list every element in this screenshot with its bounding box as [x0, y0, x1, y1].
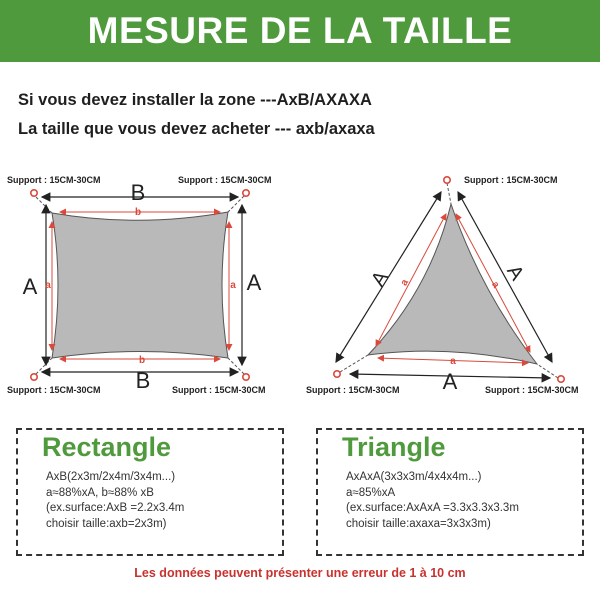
- anchor-point: [334, 371, 340, 377]
- title-banner: [0, 0, 600, 62]
- rectangle-diagram: [7, 175, 272, 395]
- rect-inner-height-right-label: a: [230, 280, 236, 291]
- anchor-point: [243, 190, 249, 196]
- triangle-line-2: a≈85%xA: [346, 486, 396, 499]
- rect-inner-width-bottom-label: b: [138, 355, 146, 366]
- triangle-diagram: [306, 175, 579, 395]
- rectangle-line-3: (ex.surface:AxB =2.2x3.4m: [46, 502, 185, 514]
- anchor-point: [558, 376, 564, 382]
- tri-inner-side-bottom-label: a: [450, 356, 456, 367]
- tri-support-label-top: Support : 15CM-30CM: [464, 175, 558, 185]
- rect-support-label-top-right: Support : 15CM-30CM: [178, 175, 272, 185]
- rect-inner-height-left-label: a: [45, 280, 51, 291]
- rectangle-info-box: [16, 428, 284, 556]
- anchor-point: [243, 374, 249, 380]
- tri-outer-side-bottom-label: A: [442, 369, 458, 394]
- anchor-point: [31, 374, 37, 380]
- rect-outer-width-bottom-label: B: [135, 368, 151, 393]
- triangle-line-1: AxAxA(3x3x3m/4x4x4m...): [346, 471, 482, 483]
- rect-support-label-top-left: Support : 15CM-30CM: [7, 175, 101, 185]
- triangle-shade-sail: [368, 204, 537, 364]
- triangle-line-3: (ex.surface:AxAxA =3.3x3.3x3.3m: [346, 502, 519, 514]
- anchor-point: [31, 190, 37, 196]
- tri-support-label-bottom-left: Support : 15CM-30CM: [306, 385, 400, 395]
- error-footnote: Les données peuvent présenter une erreur de 1 à 10 cm: [134, 566, 466, 580]
- rect-outer-height-left-label: A: [22, 274, 38, 299]
- rectangle-line-4: choisir taille:axb=2x3m): [46, 517, 167, 530]
- triangle-title: Triangle: [342, 432, 446, 462]
- tri-outer-side-right-label: A: [502, 261, 528, 285]
- rect-support-label-bottom-right: Support : 15CM-30CM: [172, 385, 266, 395]
- rect-support-label-bottom-left: Support : 15CM-30CM: [7, 385, 101, 395]
- intro-line-1: Si vous devez installer la zone ---AxB/AXAXA: [18, 91, 372, 109]
- rect-outer-width-top-label: B: [130, 180, 146, 205]
- tri-inner-side-left-label: a: [398, 277, 411, 288]
- intro-line-2: La taille que vous devez acheter --- axb/axaxa: [18, 120, 375, 138]
- page-title: MESURE DE LA TAILLE: [87, 10, 513, 51]
- rect-inner-width-top-label: b: [134, 207, 142, 218]
- measurement-diagram: [0, 160, 600, 400]
- rectangle-title: Rectangle: [42, 432, 172, 462]
- anchor-point: [444, 177, 450, 183]
- rect-outer-height-right-label: A: [246, 270, 262, 295]
- tri-outer-side-left-label: A: [367, 267, 393, 291]
- intro-text: [18, 86, 588, 144]
- tri-inner-side-right-label: a: [489, 279, 502, 290]
- rectangle-shade-sail: [52, 212, 228, 358]
- tri-support-label-bottom-right: Support : 15CM-30CM: [485, 385, 579, 395]
- rectangle-line-2: a≈88%xA, b≈88% xB: [46, 486, 154, 499]
- triangle-info-box: [316, 428, 584, 556]
- triangle-line-4: choisir taille:axaxa=3x3x3m): [346, 517, 491, 530]
- rectangle-line-1: AxB(2x3m/2x4m/3x4m...): [46, 471, 176, 483]
